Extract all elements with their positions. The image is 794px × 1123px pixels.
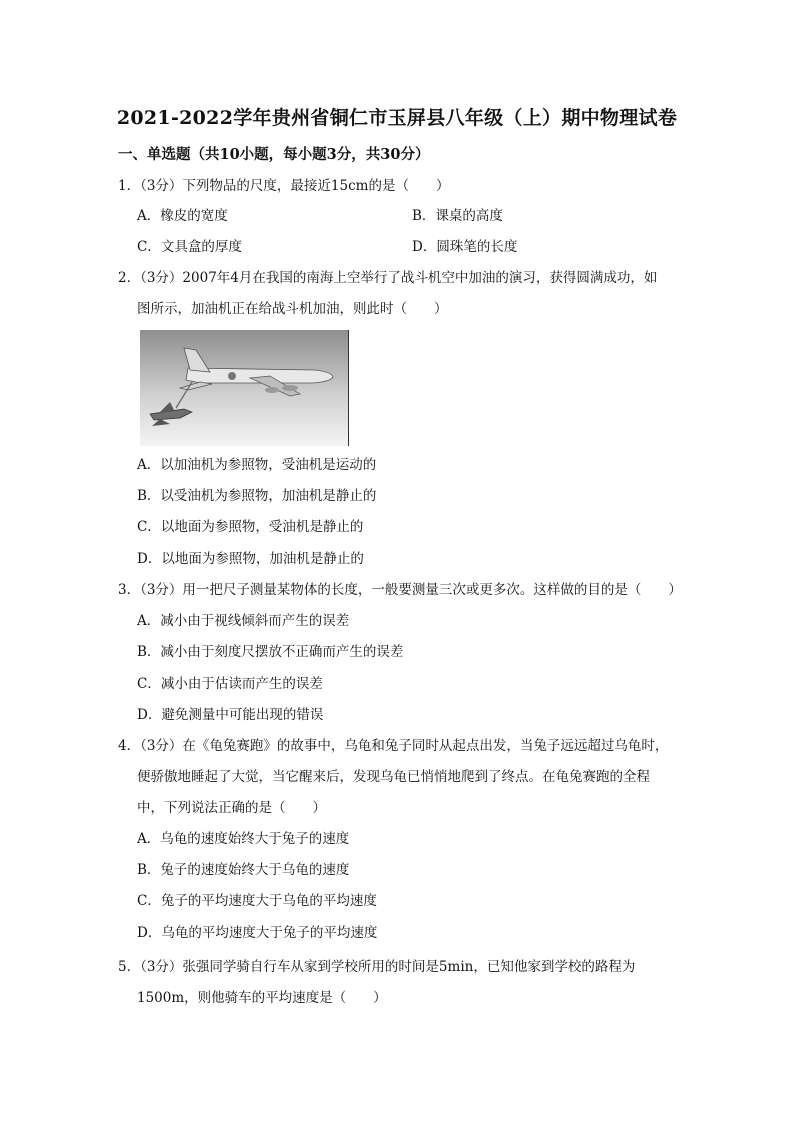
question-2-option-d: D．以地面为参照物，加油机是静止的 [137, 551, 364, 567]
question-3-option-d: D．避免测量中可能出现的错误 [137, 707, 324, 723]
exam-title: 2021-2022学年贵州省铜仁市玉屏县八年级（上）期中物理试卷 [116, 107, 678, 129]
question-4-stem: 4．（3分）在《龟兔赛跑》的故事中，乌龟和兔子同时从起点出发，当兔子远远超过乌龟时， [118, 738, 669, 754]
question-3-option-b: B．减小由于刻度尺摆放不正确而产生的误差 [137, 644, 404, 660]
question-2-option-a: A．以加油机为参照物，受油机是运动的 [137, 457, 377, 473]
question-5-stem: 5．（3分）张强同学骑自行车从家到学校所用的时间是5min，已知他家到学校的路程为 [118, 959, 636, 975]
question-1-option-a: A．橡皮的宽度 [137, 208, 228, 224]
question-4-option-d: D．乌龟的平均速度大于兔子的平均速度 [137, 925, 378, 941]
question-2-option-b: B．以受油机为参照物，加油机是静止的 [137, 488, 377, 504]
question-4-option-c: C．兔子的平均速度大于乌龟的平均速度 [137, 893, 377, 909]
question-3-stem: 3．（3分）用一把尺子测量某物体的长度，一般要测量三次或更多次。这样做的目的是（ ） [118, 582, 682, 598]
question-1-option-c: C．文具盒的厚度 [137, 239, 242, 255]
question-3-option-a: A．减小由于视线倾斜而产生的误差 [137, 613, 350, 629]
question-1-option-b: B．课桌的高度 [412, 208, 503, 224]
question-2-option-c: C．以地面为参照物，受油机是静止的 [137, 519, 364, 535]
question-1-option-d: D．圆珠笔的长度 [412, 239, 518, 255]
question-4-option-b: B．兔子的速度始终大于乌龟的速度 [137, 862, 350, 878]
question-4-option-a: A．乌龟的速度始终大于兔子的速度 [137, 831, 350, 847]
question-3-option-c: C．减小由于估读而产生的误差 [137, 676, 323, 692]
refueling-aircraft-figure [140, 330, 350, 446]
aircraft-refueling-illustration [140, 330, 350, 446]
question-4-stem-continued-2: 中，下列说法正确的是（ ） [137, 800, 326, 816]
question-2-stem: 2．（3分）2007年4月在我国的南海上空举行了战斗机空中加油的演习，获得圆满成功，如 [118, 270, 658, 286]
question-2-stem-continued: 图所示，加油机正在给战斗机加油，则此时（ ） [137, 301, 448, 317]
section-heading: 一、单选题（共10小题，每小题3分，共30分） [118, 146, 430, 163]
question-1-stem: 1．（3分）下列物品的尺度，最接近15cm的是（ ） [118, 178, 450, 194]
question-4-stem-continued: 便骄傲地睡起了大觉，当它醒来后，发现乌龟已悄悄地爬到了终点。在龟兔赛跑的全程 [137, 769, 650, 785]
question-5-stem-continued: 1500m，则他骑车的平均速度是（ ） [137, 990, 387, 1006]
